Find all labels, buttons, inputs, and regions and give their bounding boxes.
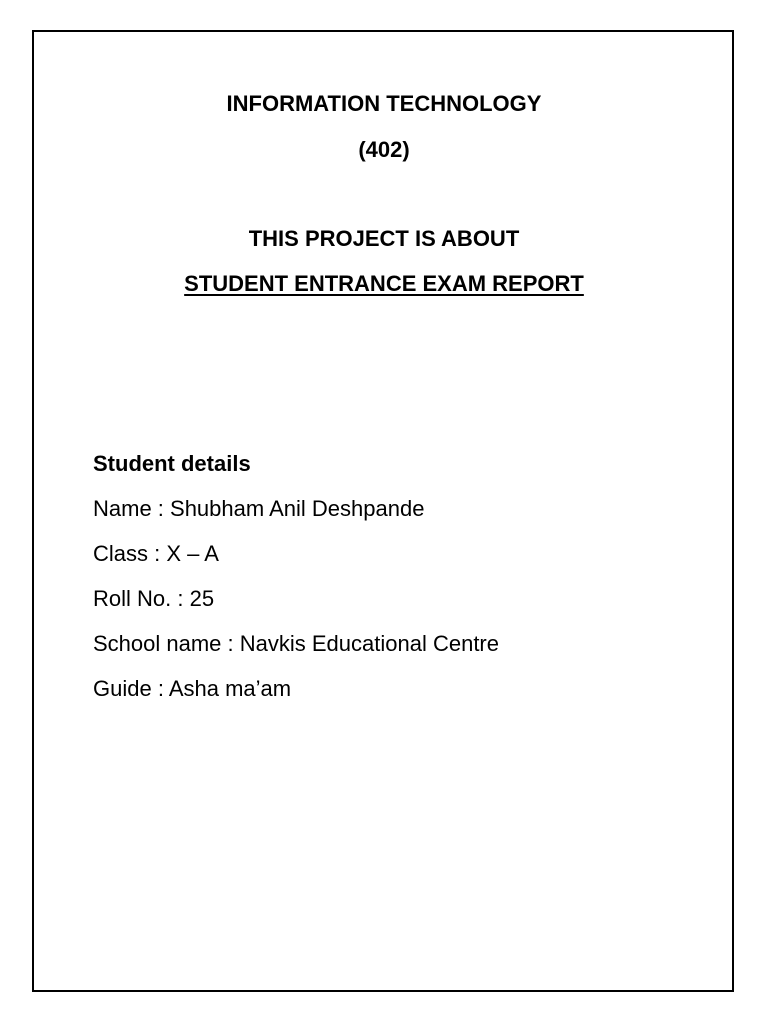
student-school-name: School name : Navkis Educational Centre bbox=[93, 631, 499, 656]
student-roll-number: Roll No. : 25 bbox=[93, 586, 215, 611]
student-name: Name : Shubham Anil Deshpande bbox=[93, 496, 425, 521]
course-title: INFORMATION TECHNOLOGY bbox=[226, 91, 542, 116]
project-intro: THIS PROJECT IS ABOUT bbox=[248, 226, 520, 251]
student-details-heading: Student details bbox=[93, 451, 251, 476]
student-class: Class : X – A bbox=[93, 541, 219, 566]
project-title: STUDENT ENTRANCE EXAM REPORT bbox=[184, 271, 584, 296]
course-code: (402) bbox=[358, 137, 410, 162]
student-guide: Guide : Asha ma’am bbox=[93, 676, 292, 701]
